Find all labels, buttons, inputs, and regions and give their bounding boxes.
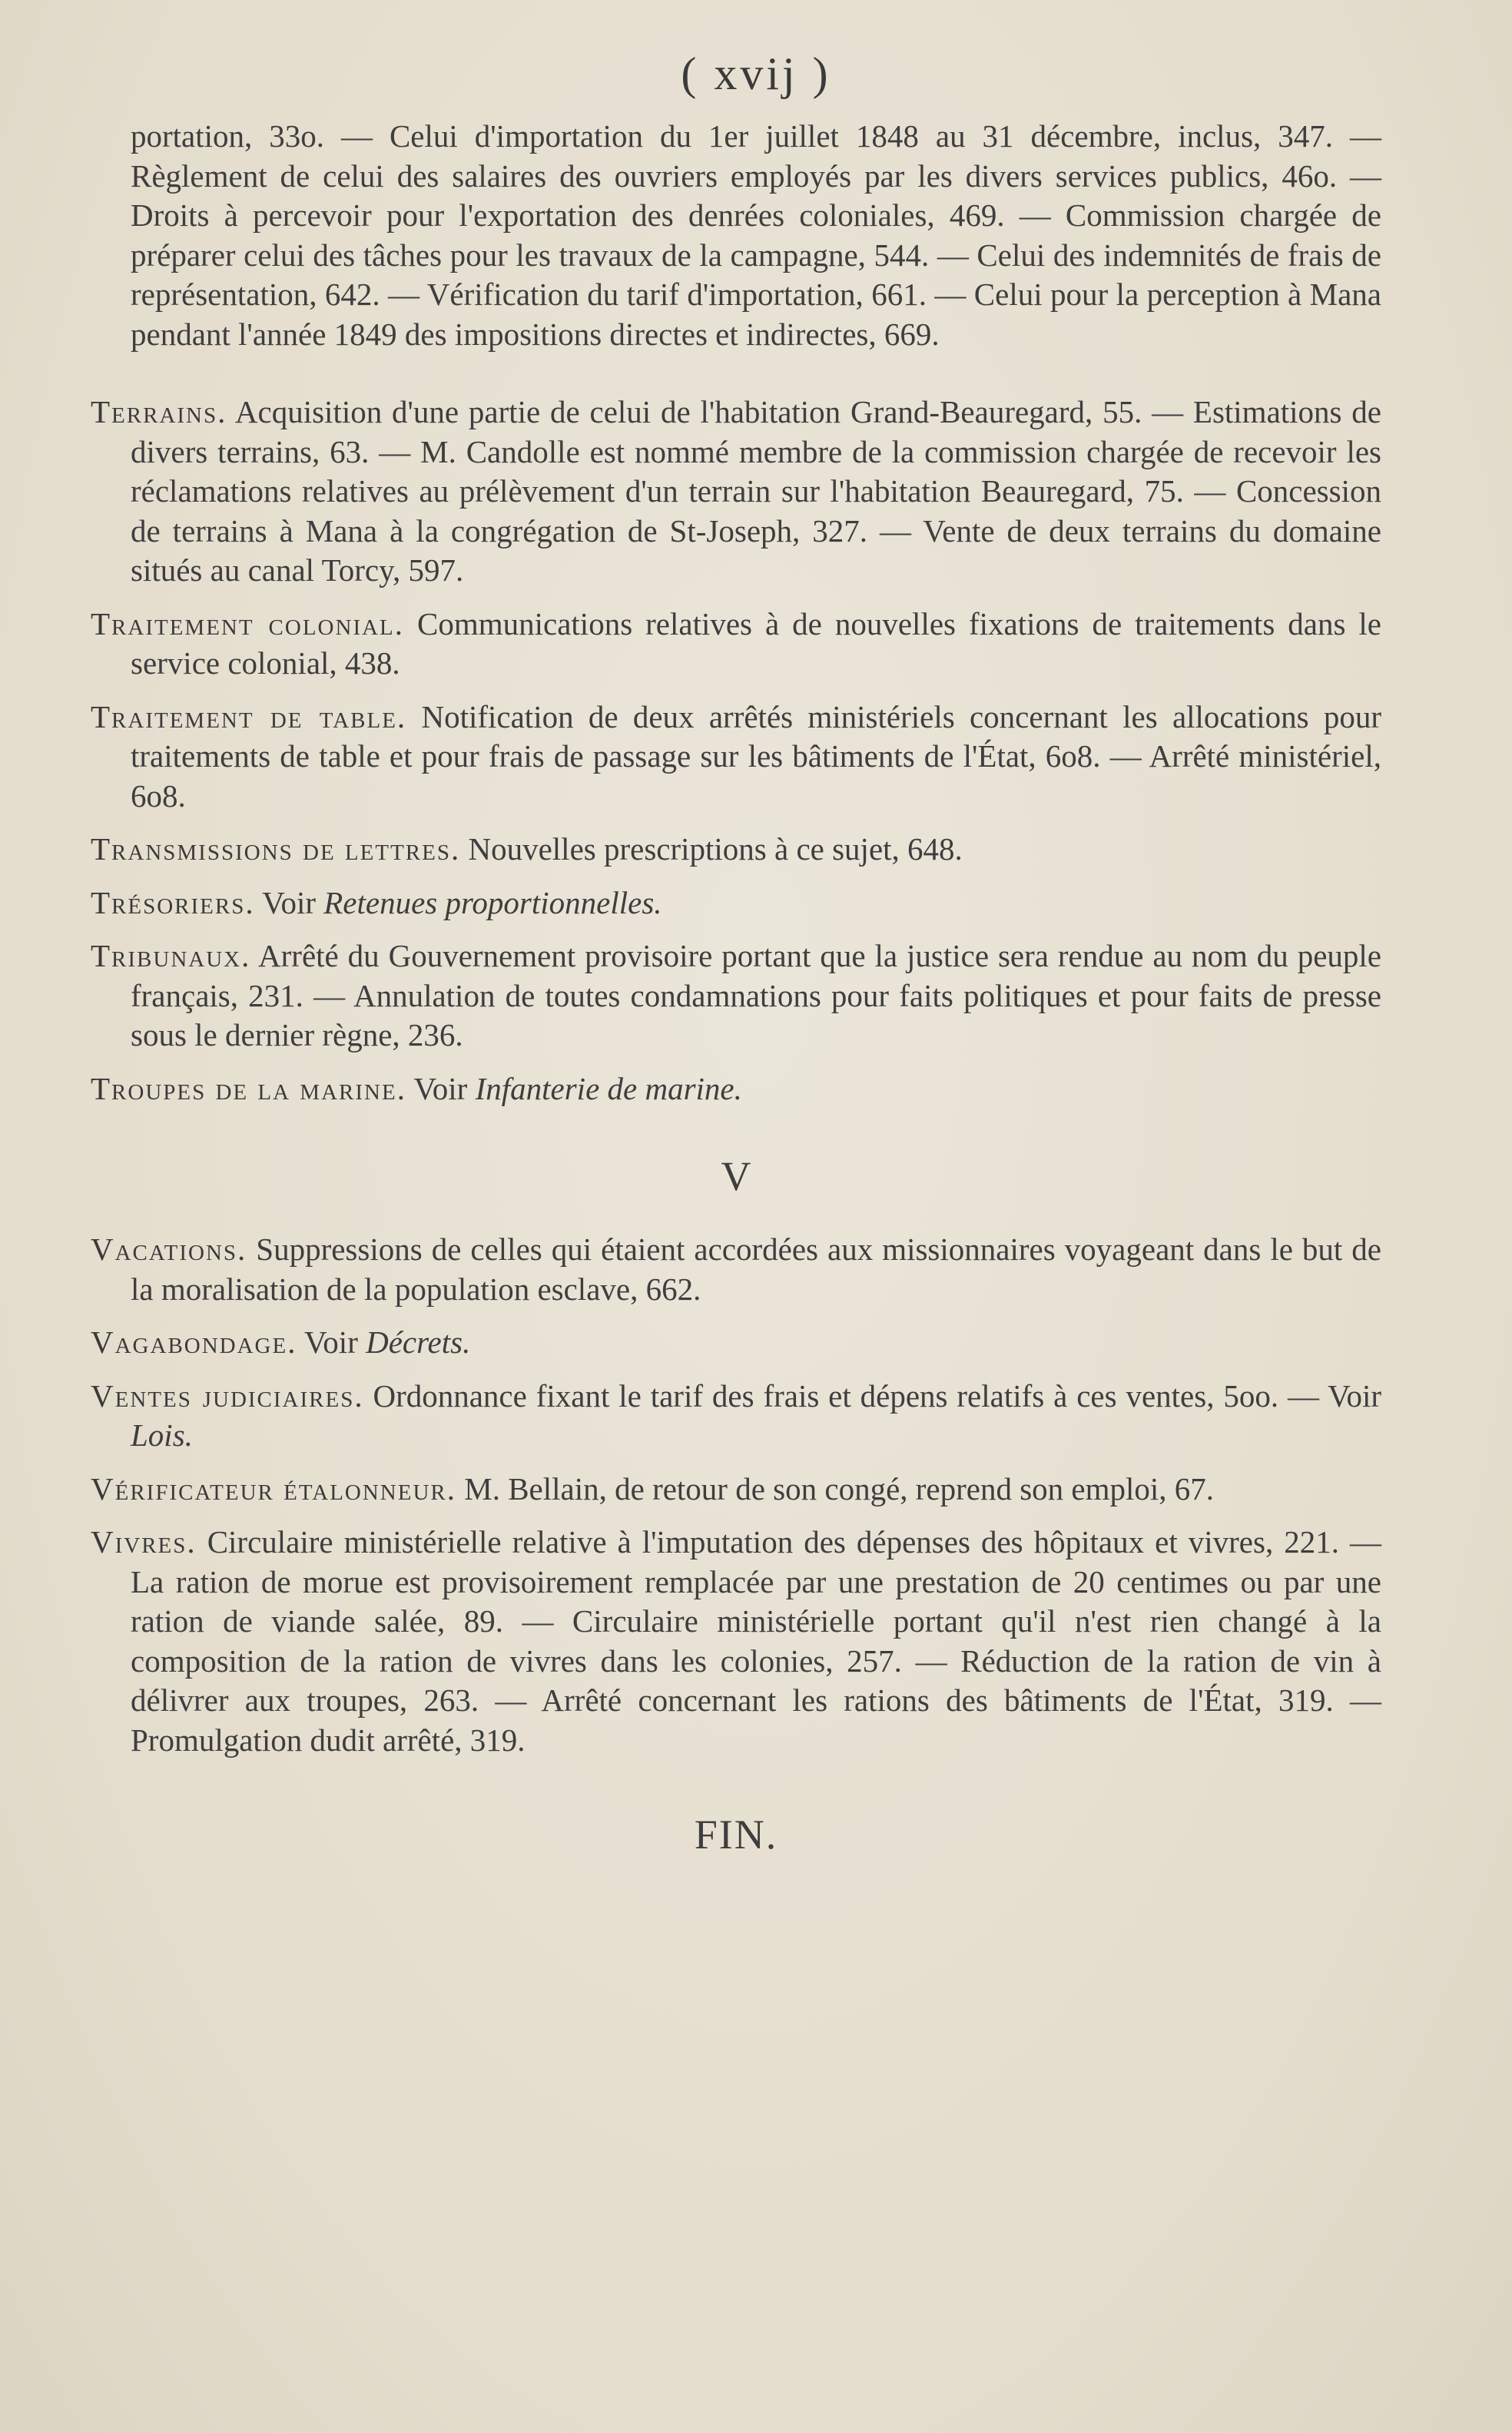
index-entry (91, 1230, 1381, 1309)
entry-text: Suppressions de celles qui étaient accordées aux missionnaires voyageant dans le but de la moralisation de la population esclave, 662. (131, 1231, 1381, 1307)
entry-text: Voir (262, 884, 316, 920)
entry-heading: Vérificateur étalonneur. (91, 1470, 456, 1507)
index-entry (91, 698, 1381, 817)
entry-text: Notification de deux arrêtés ministériels concernant les allocations pour traitements de table et pour frais de passage sur les bâtiments de l'État, 6o8. — Arrêté ministériel, 6o8. (131, 698, 1381, 814)
index-body (91, 117, 1381, 1858)
entry-heading: Traitement de table. (91, 698, 407, 734)
entry-text: Voir (413, 1070, 468, 1106)
index-entry (91, 936, 1381, 1056)
entry-heading: Trésoriers. (91, 884, 255, 920)
cross-reference: Décrets. (366, 1324, 471, 1360)
entry-heading: Terrains. (91, 394, 227, 429)
entry-heading: Transmissions de lettres. (91, 831, 461, 867)
entries-v (91, 1230, 1381, 1760)
fin-mark: FIN. (694, 1811, 778, 1858)
index-entry (91, 1069, 1381, 1109)
entry-heading: Vivres. (91, 1524, 197, 1560)
entry-heading: Vagabondage. (91, 1324, 297, 1360)
entry-text: Voir (303, 1324, 358, 1360)
entry-text: Ordonnance fixant le tarif des frais et dépens relatifs à ces ventes, 5oo. — Voir (373, 1377, 1381, 1414)
index-entry (91, 1523, 1381, 1760)
continuation-paragraph: portation, 33o. — Celui d'importation du 1er juillet 1848 au 31 décembre, inclus, 347. — Règlement de celui des salaires des ouvriers employés par les divers services publics, 46o. — Droits à percevoir pour l'exportation des denrées coloniales, 469. — Commission chargée de préparer celui des tâches pour les travaux de la campagne, 544. — Celui des indemnités de frais de représentation, 642. — Vérification du tarif d'importation, 661. — Celui pour la perception à Mana pendant l'année 1849 des impositions directes et indirectes, 669. (131, 118, 1381, 352)
entry-text: Acquisition d'une partie de celui de l'habitation Grand-Beauregard, 55. — Estimations de divers terrains, 63. — M. Candolle est nommé membre de la commission chargée de recevoir les réclamations relatives au prélèvement d'un terrain sur l'habitation Beauregard, 75. — Concession de terrains à Mana à la congrégation de St-Joseph, 327. — Vente de deux terrains du domaine situés au canal Torcy, 597. (131, 394, 1381, 588)
index-entry (91, 1470, 1381, 1510)
entry-heading: Vacations. (91, 1231, 247, 1267)
entry-text: Communications relatives à de nouvelles fixations de traitements dans le service colonial, 438. (131, 605, 1381, 681)
cross-reference: Retenues proportionnelles. (323, 884, 662, 920)
index-entry (91, 605, 1381, 684)
cross-reference: Infanterie de marine. (475, 1070, 742, 1106)
index-entry (91, 883, 1381, 923)
index-entry (91, 830, 1381, 870)
page-number: ( xvij ) (681, 48, 831, 99)
index-entry (91, 1377, 1381, 1456)
entry-heading: Traitement colonial. (91, 605, 405, 641)
cross-reference: Lois. (131, 1417, 193, 1453)
section-letter: V (721, 1153, 751, 1199)
entries-t (91, 393, 1381, 1109)
entry-text: Arrêté du Gouvernement provisoire portant que la justice sera rendue au nom du peuple français, 231. — Annulation de toutes condamnations pour faits politiques et pour faits de presse sous le dernier règne, 236. (131, 938, 1381, 1052)
entry-heading: Tribunaux. (91, 938, 251, 973)
index-entry (91, 1323, 1381, 1363)
entry-heading: Troupes de la marine. (91, 1070, 406, 1106)
index-entry (91, 393, 1381, 591)
entry-text: M. Bellain, de retour de son congé, reprend son emploi, 67. (464, 1470, 1215, 1507)
entry-heading: Ventes judiciaires. (91, 1377, 364, 1414)
entry-text: Circulaire ministérielle relative à l'imputation des dépenses des hôpitaux et vivres, 221. — La ration de morue est provisoirement remplacée par une prestation de 20 centimes ou par une ration de viande salée, 89. — Circulaire ministérielle portant qu'il n'est rien changé à la composition de la ration de vivres dans les colonies, 257. — Réduction de la ration de vin à délivrer aux troupes, 263. — Arrêté concernant les rations des bâtiments de l'État, 319. — Promulgation dudit arrêté, 319. (131, 1524, 1381, 1758)
entry-text: Nouvelles prescriptions à ce sujet, 648. (468, 831, 963, 867)
